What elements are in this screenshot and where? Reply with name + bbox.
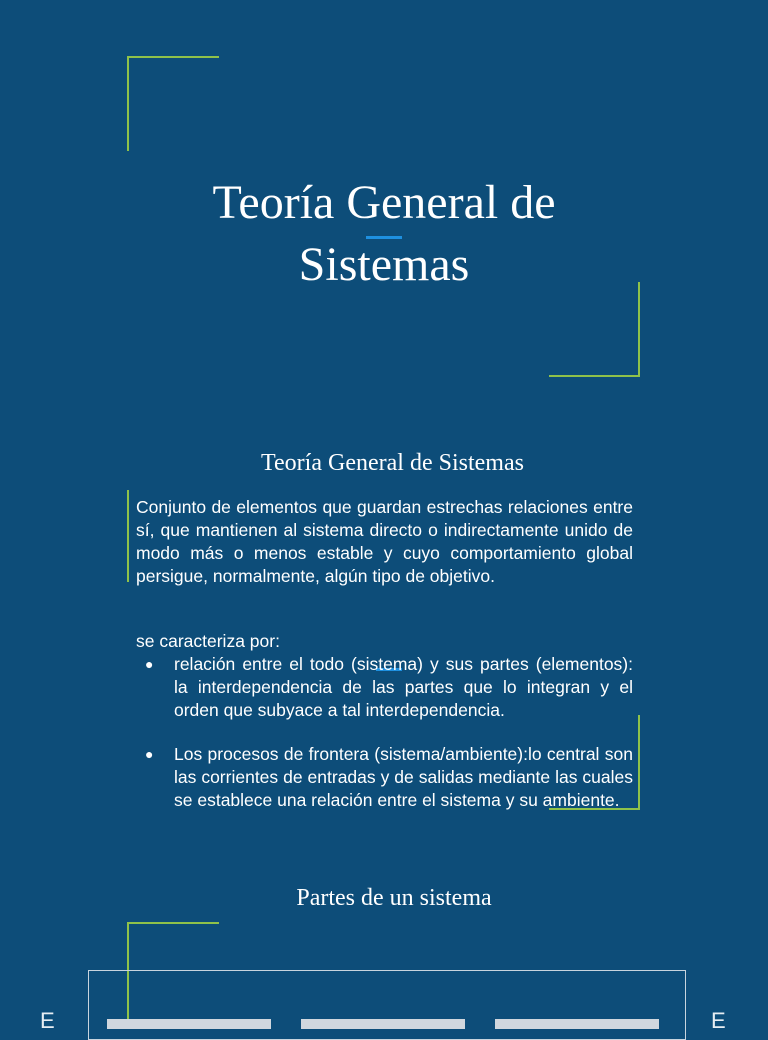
top-left-bracket-vertical: [127, 56, 129, 151]
bullet-icon: ●: [145, 746, 154, 762]
left-edge-glyph: E: [40, 1008, 55, 1033]
page-title-line1: Teoría General de: [212, 176, 556, 229]
title-right-bracket-vertical: [638, 282, 640, 377]
characteristics-intro: se caracteriza por:: [136, 631, 280, 651]
list-item-text: Los procesos de frontera (sistema/ambiente):lo central son las corrientes de entradas y de salidas mediante las cuales se establece una relación entre el sistema y su ambiente.: [174, 744, 633, 810]
page-title: [0, 172, 768, 296]
parts-diagram-frame: [88, 970, 686, 1040]
list-item: [145, 653, 633, 722]
definition-paragraph: Conjunto de elementos que guardan estrechas relaciones entre sí, que mantienen al sistema directo o indirectamente unido de modo más o menos estable y cuyo comportamiento global persigue, normalmente, algún tipo de objetivo.: [136, 497, 633, 586]
bullet-icon: ●: [145, 656, 154, 672]
part-card: [495, 1019, 659, 1029]
part-card: [301, 1019, 465, 1029]
section-right-bracket-vertical: [638, 715, 640, 810]
top-left-bracket-horizontal: [127, 56, 219, 58]
section-heading: Teoría General de Sistemas: [261, 450, 524, 476]
parts-heading: Partes de un sistema: [296, 885, 492, 911]
list-item-text: relación entre el todo (sistema) y sus partes (elementos): la interdependencia de las partes que lo integran y el orden que subyace a tal interdependencia.: [174, 654, 633, 720]
page-title-line2: Sistemas: [298, 238, 470, 291]
section-left-bracket-vertical: [127, 490, 129, 582]
list-item: [145, 743, 633, 812]
right-edge-glyph: E: [711, 1008, 726, 1033]
parts-left-bracket-horizontal: [127, 922, 219, 924]
title-right-bracket-horizontal: [549, 375, 640, 377]
part-card: [107, 1019, 271, 1029]
